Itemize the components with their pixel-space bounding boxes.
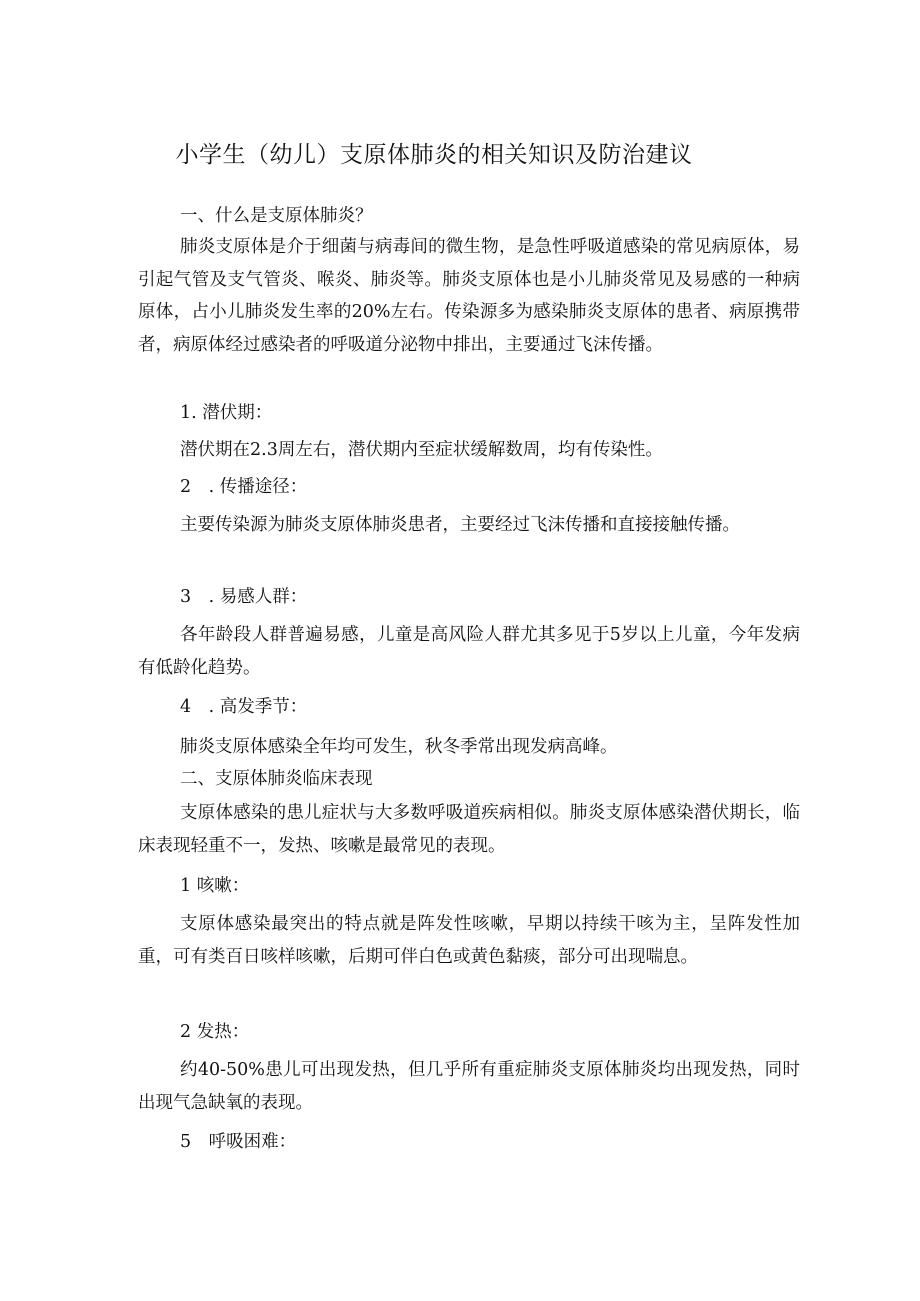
item-fever-text: 约40-50%患儿可出现发热，但几乎所有重症肺炎支原体肺炎均出现发热，同时出现气急缺氧的表现。 (138, 1060, 800, 1113)
item-incubation-label: 1. 潜伏期： (180, 403, 273, 423)
section2-heading: 二、支原体肺炎临床表现 (180, 769, 373, 789)
item-dyspnea-label: 5 呼吸困难： (180, 1132, 297, 1152)
item-susceptible-label: 3 . 易感人群： (180, 587, 308, 607)
document-title: 小学生（幼儿）支原体肺炎的相关知识及防治建议 (175, 142, 693, 168)
item-transmission-text: 主要传染源为肺炎支原体肺炎患者，主要经过飞沫传播和直接接触传播。 (180, 515, 740, 535)
section2-intro: 支原体感染的患儿症状与大多数呼吸道疾病相似。肺炎支原体感染潜伏期长，临床表现轻重不一，发热、咳嗽是最常见的表现。 (138, 803, 800, 856)
item-cough-text: 支原体感染最突出的特点就是阵发性咳嗽，早期以持续干咳为主，呈阵发性加重，可有类百日咳样咳嗽，后期可伴白色或黄色黏痰，部分可出现喘息。 (138, 914, 800, 967)
section1-intro: 肺炎支原体是介于细菌与病毒间的微生物，是急性呼吸道感染的常见病原体，易引起气管及支气管炎、喉炎、肺炎等。肺炎支原体也是小儿肺炎常见及易感的一种病原体，占小儿肺炎发生率的20%左右。传染源多为感染肺炎支原体的患者、病原携带者，病原体经过感染者的呼吸道分泌物中排出，主要通过飞沫传播。 (138, 237, 800, 355)
item-incubation-text: 潜伏期在2.3周左右，潜伏期内至症状缓解数周，均有传染性。 (180, 440, 663, 460)
item-transmission-label: 2 . 传播途径： (180, 477, 308, 497)
item-season-label: 4 . 高发季节： (180, 697, 308, 717)
item-season-text: 肺炎支原体感染全年均可发生，秋冬季常出现发病高峰。 (180, 737, 618, 757)
section1-heading: 一、什么是支原体肺炎？ (180, 206, 373, 226)
item-susceptible-text: 各年龄段人群普遍易感，儿童是高风险人群尤其多见于5岁以上儿童，今年发病有低龄化趋势。 (138, 625, 800, 678)
item-fever-label: 2 发热： (180, 1022, 250, 1042)
item-cough-label: 1 咳嗽： (180, 876, 250, 896)
